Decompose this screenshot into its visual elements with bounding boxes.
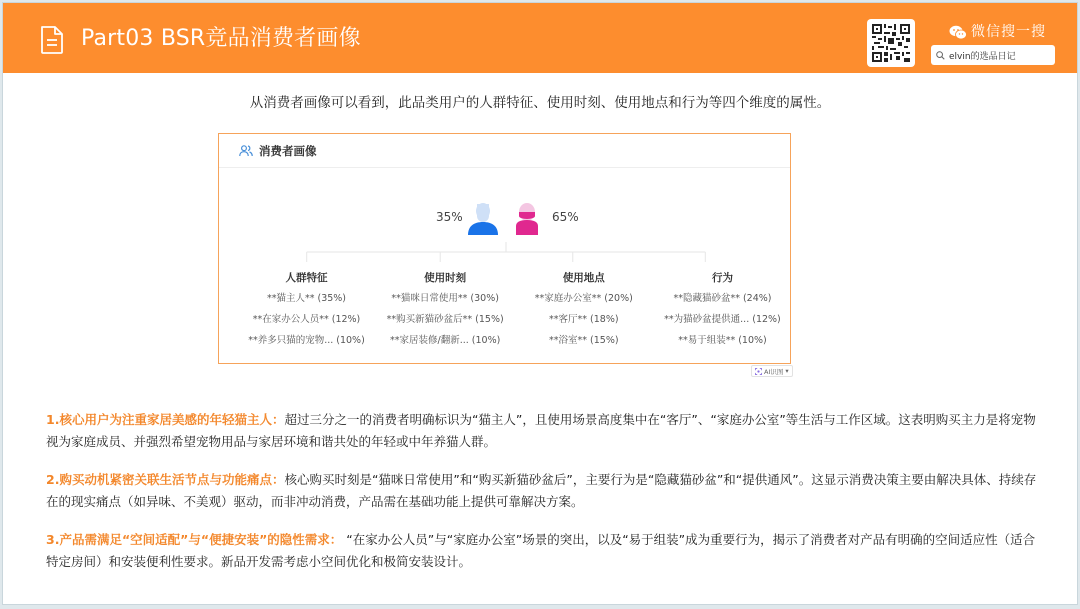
column-item: **猫咪日常使用** (30%) — [391, 293, 499, 304]
column-usage-location — [516, 270, 651, 355]
slide — [2, 2, 1078, 605]
search-icon — [936, 51, 945, 60]
column-item: **在家办公人员** (12%) — [252, 314, 361, 325]
ai-image-recognition-button[interactable] — [751, 365, 793, 377]
column-item: **易于组装** (10%) — [678, 335, 767, 346]
female-user-icon — [511, 202, 543, 236]
point-body: 超过三分之一的消费者明确标识为“猫主人”，且使用场景高度集中在“客厅”、“家庭办公室”等生活与工作区域。这表明购买主力是将宠物视为家庭成员、并强烈希望宠物用品与家居环境和谐共处的年轻或中年养猫人群。 — [46, 412, 1036, 449]
column-item: **养多只猫的宠物... (10%) — [248, 335, 365, 346]
insight-point-3 — [46, 529, 1041, 573]
column-item: **客厅** (18%) — [549, 314, 619, 325]
ai-badge-label: AI识图 — [764, 367, 784, 376]
attribute-columns — [219, 270, 790, 355]
male-user-icon — [467, 202, 499, 236]
scan-icon — [755, 368, 762, 375]
column-behavior — [655, 270, 790, 355]
insight-point-2 — [46, 469, 1041, 513]
search-value: elvin的选品日记 — [949, 51, 1016, 62]
qr-code — [867, 19, 915, 67]
column-item: **隐藏猫砂盆** (24%) — [673, 293, 772, 304]
wechat-search-box[interactable] — [931, 45, 1055, 65]
wechat-icon — [949, 25, 967, 40]
column-title: 人群特征 — [285, 272, 328, 284]
qr-code-icon — [872, 24, 910, 62]
column-title: 使用地点 — [562, 272, 605, 284]
column-item: **猫主人** (35%) — [266, 293, 347, 304]
document-icon — [38, 25, 66, 55]
wechat-label-text: 微信搜一搜 — [971, 24, 1046, 40]
female-percentage: 65% — [552, 210, 579, 224]
column-item: **为猫砂盆提供通... (12%) — [664, 314, 781, 325]
column-item: **家居装修/翻新... (10%) — [390, 335, 501, 346]
users-icon — [239, 145, 253, 157]
insight-points — [46, 409, 1041, 589]
gender-split — [219, 202, 790, 236]
column-usage-time — [378, 270, 513, 355]
page-title: Part03 BSR竞品消费者画像 — [81, 26, 361, 51]
column-title: 使用时刻 — [424, 272, 467, 284]
column-item: **购买新猫砂盆后** (15%) — [386, 314, 504, 325]
column-title: 行为 — [711, 272, 733, 284]
point-body: 核心购买时刻是“猫咪日常使用”和“购买新猫砂盆后”，主要行为是“隐藏猫砂盆”和“提供通风”。这显示消费决策主要由解决具体、持续存在的现实痛点（如异味、不美观）驱动，而非冲动消费，产品需在基础功能上提供可靠解决方案。 — [46, 472, 1037, 509]
chevron-down-icon: ▾ — [785, 367, 789, 375]
card-header — [219, 134, 790, 168]
wechat-search-label — [949, 23, 1046, 41]
male-percentage: 35% — [436, 210, 463, 224]
card-title: 消费者画像 — [259, 143, 317, 158]
header-bar — [3, 3, 1077, 73]
tree-connector — [219, 242, 790, 272]
intro-text: 从消费者画像可以看到，此品类用户的人群特征、使用时刻、使用地点和行为等四个维度的属性。 — [249, 95, 831, 111]
point-heading: 3.产品需满足“空间适配”与“便捷安装”的隐性需求： — [46, 532, 343, 547]
consumer-profile-card — [218, 133, 791, 364]
insight-point-1 — [46, 409, 1041, 453]
point-body: “在家办公人员”与“家庭办公室”场景的突出，以及“易于组装”成为重要行为，揭示了消费者对产品有明确的空间适应性（适合特定房间）和安装便利性要求。新品开发需考虑小空间优化和极简安装设计。 — [46, 532, 1036, 569]
column-item: **浴室** (15%) — [549, 335, 619, 346]
column-crowd — [239, 270, 374, 355]
point-heading: 1.核心用户为注重家居美感的年轻猫主人： — [46, 412, 285, 427]
column-item: **家庭办公室** (20%) — [534, 293, 633, 304]
point-heading: 2.购买动机紧密关联生活节点与功能痛点： — [46, 472, 285, 487]
